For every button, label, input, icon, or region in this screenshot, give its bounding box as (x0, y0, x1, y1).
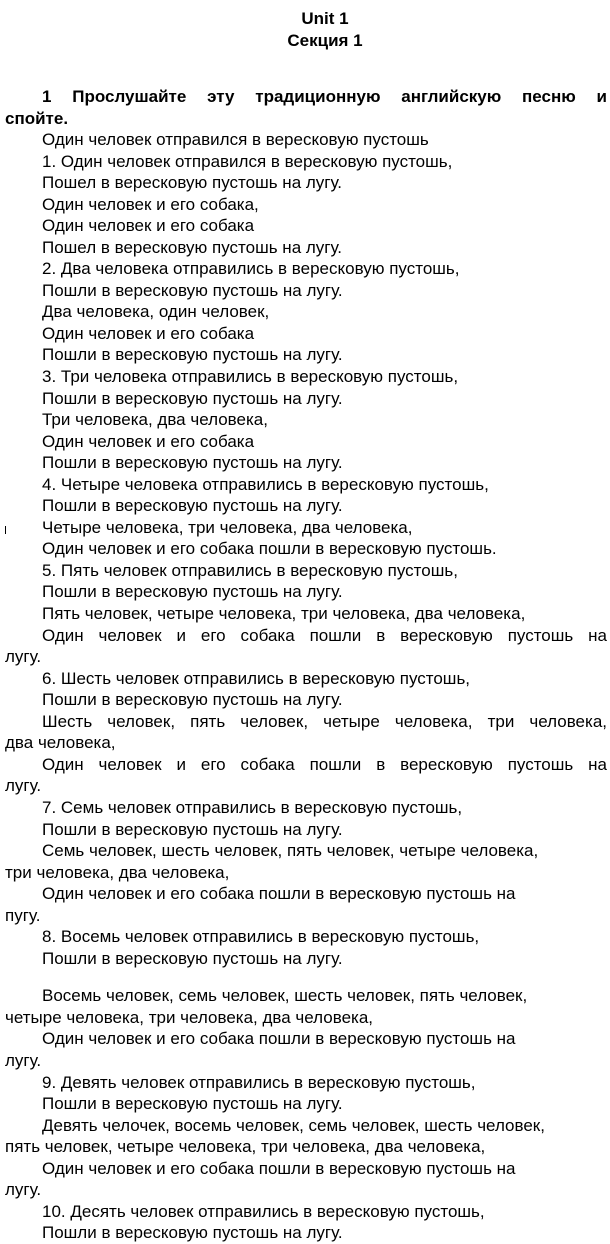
lyric-line: четыре человека, три человека, два человека, (5, 1007, 374, 1027)
lyric-line: 2. Два человека отправились в вересковую пустошь, (42, 259, 460, 279)
lyric-line: Один человек и его собака пошли в вересковую пустошь на (42, 1029, 516, 1049)
lyric-line: Пошли в вересковую пустошь на лугу. (42, 690, 343, 710)
lyric-line: Шесть человек, пять человек, четыре человека, три человека, (42, 711, 607, 731)
lyric-line: Три человека, два человека, (42, 410, 268, 430)
lyric-line: Пошли в вересковую пустошь на лугу. (42, 496, 343, 516)
lyric-line: Пошли в вересковую пустошь на лугу. (42, 948, 343, 968)
task-line-2: спойте. (5, 109, 69, 128)
lyric-line: Четыре человека, три человека, два человека, (42, 517, 413, 537)
lyric-line: два человека, (5, 733, 116, 753)
lyric-line: пугу. (5, 905, 41, 925)
lyric-line: 9. Девять человек отправились в вересковую пустошь, (42, 1072, 476, 1092)
lyric-line: Пошли в вересковую пустошь на лугу. (42, 280, 343, 300)
section-title: Секция 1 (287, 31, 363, 50)
lyric-line: Один человек и его собака пошли в вересковую пустошь на (42, 754, 607, 774)
lyric-line: Один человек и его собака пошли в вересковую пустошь на (42, 884, 516, 904)
lyric-line: Пошел в вересковую пустошь на лугу. (42, 173, 343, 193)
lyric-line: 1. Один человек отправился в вересковую пустошь, (42, 151, 453, 171)
lyric-line: Пять человек, четыре человека, три человека, два человека, (42, 604, 526, 624)
lyric-line: Один человек и его собака пошли в вересковую пустошь на (42, 625, 607, 645)
lyric-line: Один человек и его собака пошли в вересковую пустошь. (42, 539, 497, 559)
lyric-line: Восемь человек, семь человек, шесть человек, пять человек, (42, 986, 528, 1006)
lyric-line: Девять челочек, восемь человек, семь человек, шесть человек, (42, 1115, 545, 1135)
unit-title: Unit 1 (301, 9, 349, 28)
lyric-line: Один человек и его собака (42, 431, 255, 451)
lyric-line: 10. Десять человек отправились в вересковую пустошь, (42, 1201, 485, 1221)
lyric-line: 8. Восемь человек отправились в вересковую пустошь, (42, 927, 480, 947)
lyric-line: пять человек, четыре человека, три человека, два человека, (5, 1137, 486, 1157)
lyric-line: лугу. (5, 1180, 42, 1200)
lyric-line: Один человек и его собака (42, 216, 255, 236)
lyric-line: 3. Три человека отправились в вересковую пустошь, (42, 367, 459, 387)
song-lyrics (5, 129, 607, 1244)
lyric-line: 4. Четыре человека отправились в вересковую пустошь, (42, 474, 489, 494)
lyric-line: Пошли в вересковую пустошь на лугу. (42, 1094, 343, 1114)
lyric-line: Пошли в вересковую пустошь на лугу. (42, 819, 343, 839)
lyric-line: Пошли в вересковую пустошь на лугу. (42, 453, 343, 473)
lyric-line: Пошли в вересковую пустошь на лугу. (42, 345, 343, 365)
lyric-line: Два человека, один человек, (42, 302, 270, 322)
lyric-line: Один человек и его собака пошли в вересковую пустошь на (42, 1158, 516, 1178)
document-header (0, 8, 610, 52)
lyric-line: Один человек и его собака (42, 323, 255, 343)
lyric-line: Пошел в вересковую пустошь на лугу. (42, 237, 343, 257)
task-instruction (5, 86, 607, 130)
lyric-line: 5. Пять человек отправились в вересковую пустошь, (42, 560, 458, 580)
lyric-line: Пошли в вересковую пустошь на лугу. (42, 582, 343, 602)
lyric-line: Семь человек, шесть человек, пять человек, четыре человека, (42, 841, 539, 861)
lyric-line: 7. Семь человек отправились в вересковую пустошь, (42, 797, 463, 817)
lyric-line: лугу. (5, 647, 42, 667)
lyric-line: Один человек и его собака, (42, 194, 259, 214)
lyric-line: три человека, два человека, (5, 862, 230, 882)
lyric-line: Пошли в вересковую пустошь на лугу. (42, 388, 343, 408)
task-line-1: 1 Прослушайте эту традиционную английскую песню и (42, 87, 607, 106)
lyric-line: Один человек отправился в вересковую пустошь (42, 130, 429, 149)
lyric-line: лугу. (5, 776, 42, 796)
lyric-line: 6. Шесть человек отправились в вересковую пустошь, (42, 668, 471, 688)
lyric-line: лугу. (5, 1050, 42, 1070)
lyric-line: Пошли в вересковую пустошь на лугу. (42, 1223, 343, 1243)
